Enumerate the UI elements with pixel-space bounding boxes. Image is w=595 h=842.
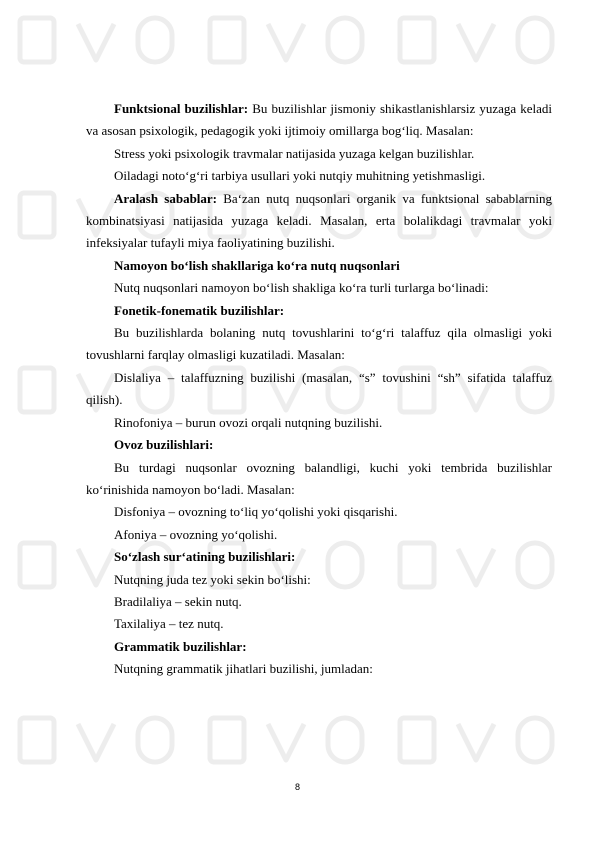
paragraph-text: Bu buzilishlarda bolaning nutq tovushlarini to‘g‘ri talaffuz qila olmasligi yoki tovushlarni farqlay olmasligi kuzatiladi. Masalan: xyxy=(86,325,552,363)
heading-text: Fonetik-fonematik buzilishlar: xyxy=(114,302,285,318)
paragraph-text: Disfoniya – ovozning to‘liq yo‘qolishi yoki qisqarishi. xyxy=(114,504,398,520)
paragraph-text: Afoniya – ovozning yo‘qolishi. xyxy=(114,526,278,542)
paragraph xyxy=(86,501,552,523)
paragraph-mixed-causes xyxy=(86,188,552,255)
paragraph-text: Rinofoniya – burun ovozi orqali nutqning buzilishi. xyxy=(114,414,383,430)
paragraph-text: Taxilaliya – tez nutq. xyxy=(114,616,224,632)
paragraph-functional-disorders xyxy=(86,98,552,143)
paragraph-text: Stress yoki psixologik travmalar natijasida yuzaga kelgan buzilishlar. xyxy=(114,145,475,161)
heading-text: Grammatik buzilishlar: xyxy=(114,638,247,654)
paragraph-text: Dislaliya – talaffuzning buzilishi (masalan, “s” tovushini “sh” sifatida talaffuz qilish). xyxy=(86,369,552,408)
paragraph-text: Bu buzilishlar jismoniy shikastlanishlarsiz yuzaga keladi va asosan psixologik, pedagogik yoki ijtimoiy omillarga bog‘liq. Masalan: xyxy=(86,101,552,139)
document-body xyxy=(86,98,552,681)
paragraph-text: Bu turdagi nuqsonlar ovozning balandligi, kuchi yoki tembrida buzilishlar ko‘rinishida namoyon bo‘ladi. Masalan: xyxy=(86,459,552,497)
paragraph-text: Oiladagi noto‘g‘ri tarbiya usullari yoki nutqiy muhitning yetishmasligi. xyxy=(114,168,486,184)
paragraph-text: Bradilaliya – sekin nutq. xyxy=(114,593,242,609)
heading-inline: Funktsional buzilishlar: xyxy=(114,101,249,116)
heading-inline: Aralash sabablar: xyxy=(114,190,218,206)
paragraph xyxy=(86,367,552,412)
section-heading xyxy=(86,255,552,277)
paragraph xyxy=(86,165,552,187)
paragraph xyxy=(86,143,552,165)
page-number: 8 xyxy=(294,782,300,792)
heading-text: So‘zlash sur‘atining buzilishlari: xyxy=(114,549,296,565)
paragraph xyxy=(86,569,552,591)
paragraph xyxy=(86,524,552,546)
paragraph xyxy=(86,322,552,367)
paragraph-text: Nutqning grammatik jihatlari buzilishi, jumladan: xyxy=(114,661,373,677)
subheading xyxy=(86,546,552,568)
paragraph xyxy=(86,591,552,613)
heading-text: Namoyon bo‘lish shakllariga ko‘ra nutq nuqsonlari xyxy=(114,257,400,273)
heading-text: Ovoz buzilishlari: xyxy=(114,437,214,453)
paragraph xyxy=(86,412,552,434)
paragraph xyxy=(86,613,552,635)
subheading xyxy=(86,434,552,456)
paragraph xyxy=(86,457,552,502)
paragraph xyxy=(86,277,552,299)
subheading xyxy=(86,636,552,658)
paragraph-text: Nutqning juda tez yoki sekin bo‘lishi: xyxy=(114,571,311,587)
paragraph-text: Ba‘zan nutq nuqsonlari organik va funktsional sabablarning kombinatsiyasi natijasida yuzaga keladi. Masalan, erta bolalikdagi travmalar yoki infeksiyalar tufayli miya faoliyatining buzilishi. xyxy=(86,190,552,251)
paragraph-text: Nutq nuqsonlari namoyon bo‘lish shakliga ko‘ra turli turlarga bo‘linadi: xyxy=(114,280,489,296)
subheading xyxy=(86,300,552,322)
paragraph xyxy=(86,658,552,680)
